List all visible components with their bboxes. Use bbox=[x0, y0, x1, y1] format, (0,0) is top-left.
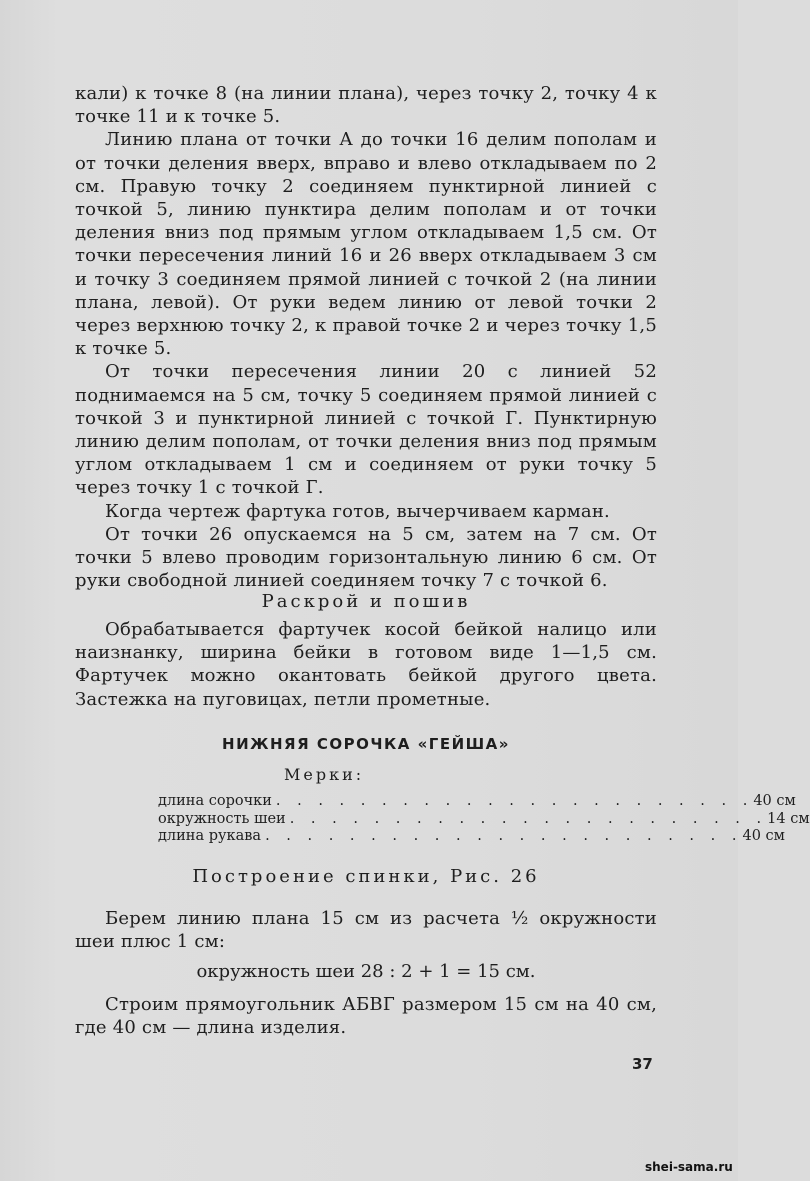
text-block-construction bbox=[75, 82, 657, 592]
paragraph: кали) к точке 8 (на линии плана), через точку 2, точку 4 к точке 11 и к точке 5. bbox=[75, 83, 657, 128]
measure-row bbox=[158, 810, 810, 829]
paragraph: Линию плана от точки А до точки 16 делим пополам и от точки деления вверх, вправо и влево откладываем по 2 см. Правую точку 2 соединяем пунктирной линией с точкой 5, линию пунктира делим пополам и от точки деления вниз под прямым углом откладываем 1,5 см. От точки пересечения линий 16 и 26 вверх откладываем 3 см и точку 3 соединяем прямой линией с точкой 2 (на линии плана, левой). От руки ведем линию от левой точки 2 через верхнюю точку 2, к правой точке 2 и через точку 1,5 к точке 5. bbox=[75, 129, 657, 360]
measure-value: 40 см bbox=[753, 793, 796, 809]
text-block-rectangle bbox=[75, 993, 657, 1039]
section-heading-back-construction: Построение спинки, Рис. 26 bbox=[192, 866, 540, 887]
watermark: shei-sama.ru bbox=[645, 1160, 733, 1174]
text-block-processing bbox=[75, 618, 657, 711]
measure-name: длина рукава bbox=[158, 828, 262, 844]
formula: окружность шеи 28 : 2 + 1 = 15 см. bbox=[196, 961, 536, 982]
paragraph: От точки 26 опускаемся на 5 см, затем на 7 см. От точки 5 влево проводим горизонтальную линию 6 см. От руки свободной линией соединяем точку 7 с точкой 6. bbox=[75, 523, 657, 592]
article-title: НИЖНЯЯ СОРОЧКА «ГЕЙША» bbox=[222, 735, 510, 753]
measure-row bbox=[158, 793, 796, 811]
measure-value: 14 см bbox=[767, 810, 810, 827]
paragraph: Берем линию плана 15 см из расчета ½ окружности шеи плюс 1 см: bbox=[75, 908, 657, 953]
paragraph: От точки пересечения линии 20 с линией 52 поднимаемся на 5 см, точку 5 соединяем прямой линией с точкой 3 и пунктирной линией с точкой Г. Пунктирную линию делим пополам, от точки деления вниз под прямым углом откладываем 1 см и соединяем от руки точку 5 через точку 1 с точкой Г. bbox=[75, 361, 657, 499]
measures-label: Мерки: bbox=[284, 765, 365, 784]
page-number: 37 bbox=[632, 1055, 653, 1073]
text-block-plan-line bbox=[75, 907, 657, 953]
measure-name: окружность шеи bbox=[158, 810, 286, 827]
leader-dots: . . . . . . . . . . . . . . . . . . . . . . . bbox=[265, 828, 743, 844]
leader-dots: . . . . . . . . . . . . . . . . . . . . . . . bbox=[289, 810, 768, 827]
leader-dots: . . . . . . . . . . . . . . . . . . . . . . . bbox=[275, 793, 754, 809]
paragraph: Когда чертеж фартука готов, вычерчиваем карман. bbox=[105, 500, 610, 522]
paragraph: Строим прямоугольник АБВГ размером 15 см на 40 см, где 40 см — длина изделия. bbox=[75, 994, 657, 1039]
section-heading-cut-and-sew: Раскрой и пошив bbox=[261, 591, 471, 612]
measure-name: длина сорочки bbox=[158, 793, 272, 809]
measures-table bbox=[158, 793, 810, 846]
measure-value: 40 см bbox=[742, 828, 785, 844]
paragraph: Обрабатывается фартучек косой бейкой налицо или наизнанку, ширина бейки в готовом виде 1—1,5 см. Фартучек можно окантовать бейкой другого цвета. Застежка на пуговицах, петли прометные. bbox=[75, 619, 657, 710]
measure-row bbox=[158, 828, 785, 846]
